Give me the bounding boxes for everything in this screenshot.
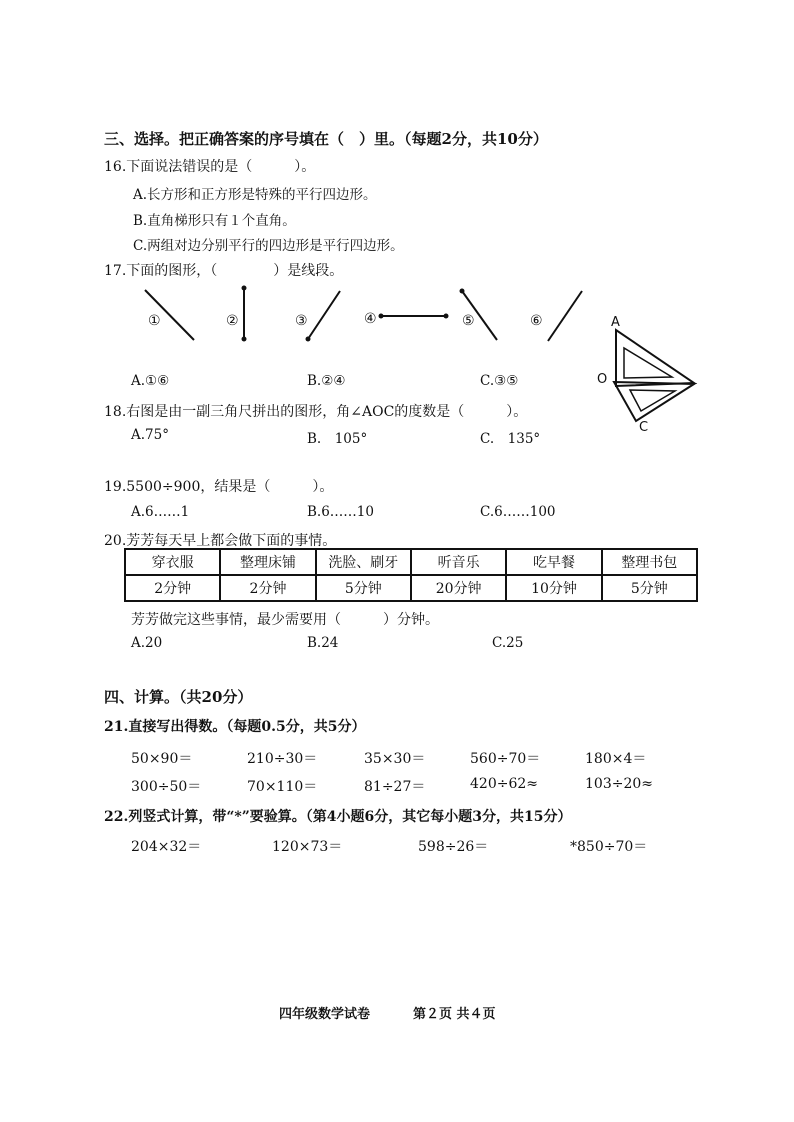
q17-figure-6-line [548,291,582,341]
q18-set-squares-figure [614,330,694,421]
q21-item: 560÷70＝ [470,751,541,767]
q18-option-c: C. 135° [480,431,541,447]
duration-cell: 20分钟 [411,575,506,601]
q17-figure-4-label: ④ [364,311,377,327]
table-row-activities [125,549,697,575]
q16-option-b: B.直角梯形只有１个直角。 [133,213,296,229]
q20-question: 芳芳做完这些事情，最少需要用（ ）分钟。 [131,612,439,628]
q21-stem: 21.直接写出得数。（每题0.5分，共5分） [104,719,366,735]
q20-option-b: B.24 [307,635,339,651]
q17-option-a: A.①⑥ [131,373,170,389]
q17-option-b: B.②④ [307,373,346,389]
duration-cell: 5分钟 [602,575,697,601]
footer-page-info: 第２页 共４页 [413,1007,496,1022]
q22-item: 120×73＝ [272,839,343,855]
activity-cell: 洗脸、刷牙 [316,549,411,575]
q21-item: 210÷30＝ [247,751,318,767]
q17-figure-5-label: ⑤ [462,313,475,329]
q17-figure-2-endpoint-bottom [242,337,247,342]
q16-option-c: C.两组对边分别平行的四边形是平行四边形。 [133,238,404,254]
q17-figure-2-endpoint-top [242,286,247,291]
q19-option-b: B.6……10 [307,504,374,520]
q22-item: 598÷26＝ [418,839,489,855]
q17-figure-2-label: ② [226,313,239,329]
duration-cell: 5分钟 [316,575,411,601]
lower-triangle-outer [614,382,694,421]
q22-item: *850÷70＝ [570,839,648,855]
activity-cell: 整理床铺 [220,549,315,575]
q17-figure-4-endpoint-right [444,314,449,319]
activity-cell: 穿衣服 [125,549,220,575]
q17-stem: 17.下面的图形，（ ）是线段。 [104,263,344,279]
q21-item: 180×4＝ [585,751,647,767]
q18-point-c-label: C [639,420,649,435]
q16-option-a: A.长方形和正方形是特殊的平行四边形。 [133,187,377,203]
q20-activity-table [124,548,698,602]
q22-item: 204×32＝ [131,839,202,855]
q17-figure-4-endpoint-left [379,314,384,319]
q20-stem: 20.芳芳每天早上都会做下面的事情。 [104,533,337,549]
q21-item: 103÷20≈ [585,776,653,792]
q19-option-c: C.6……100 [480,504,556,520]
q19-stem: 19.5500÷900，结果是（ ）。 [104,479,334,495]
footer-exam-name: 四年级数学试卷 [279,1007,371,1022]
q17-figure-3-label: ③ [295,313,308,329]
q21-item: 35×30＝ [364,751,426,767]
q18-stem: 18.右图是由一副三角尺拼出的图形，角∠AOC的度数是（ ）。 [104,404,528,420]
activity-cell: 整理书包 [602,549,697,575]
q17-option-c: C.③⑤ [480,373,519,389]
q17-figure-6-label: ⑥ [530,313,543,329]
section3-title: 三、选择。把正确答案的序号填在（ ）里。（每题2分，共10分） [104,130,548,148]
q19-option-a: A.6……1 [131,504,190,520]
q21-item: 70×110＝ [247,779,318,795]
q22-stem: 22.列竖式计算，带“*”要验算。（第4小题6分，其它每小题3分，共15分） [104,809,572,825]
q18-point-o-label: O [597,372,608,387]
q17-figure-3-ray [308,291,340,339]
duration-cell: 10分钟 [506,575,601,601]
activity-cell: 吃早餐 [506,549,601,575]
duration-cell: 2分钟 [125,575,220,601]
q17-figure-3-endpoint [306,337,311,342]
section4-title: 四、计算。（共20分） [104,688,253,706]
activity-cell: 听音乐 [411,549,506,575]
q18-option-a: A.75° [131,427,169,443]
q21-item: 81÷27＝ [364,779,426,795]
q17-figure-1-label: ① [148,313,161,329]
q20-option-c: C.25 [492,635,524,651]
q18-option-b: B. 105° [307,431,368,447]
q16-stem: 16.下面说法错误的是（ ）。 [104,159,316,175]
q18-point-a-label: A [611,315,620,330]
table-row-durations [125,575,697,601]
q21-item: 50×90＝ [131,751,193,767]
q17-figure-5-endpoint [460,289,465,294]
q21-item: 300÷50＝ [131,779,202,795]
q21-item: 420÷62≈ [470,776,538,792]
duration-cell: 2分钟 [220,575,315,601]
q20-option-a: A.20 [131,635,163,651]
